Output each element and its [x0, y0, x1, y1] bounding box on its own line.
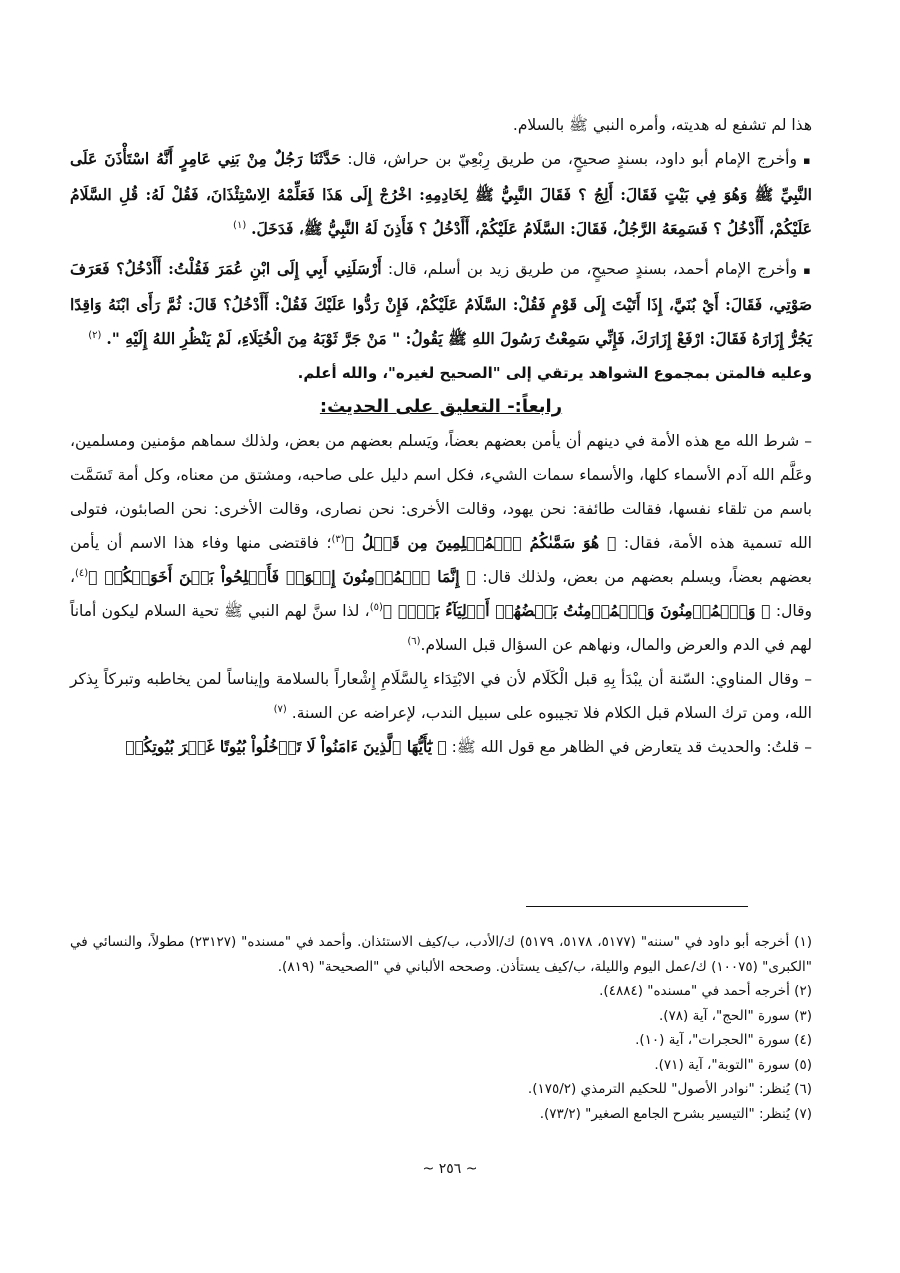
hadith-text: أَرْسَلَنِي أَبِي إِلَى ابْنِ عُمَرَ فَقُلْتُ: أَأَدْخُلُ؟ فَعَرَفَ صَوْتِي، فَقَالَ: أَيْ بُنَيَّ، إِذَا أَتَيْتَ إِلَى قَوْمٍ فَقُلْ: السَّلَامُ عَلَيْكُمْ، فَإِنْ رَدُّوا عَلَيْكَ فَقُلْ: أَأَدْخُلُ؟ قَالَ: ثُمَّ رَأَى ابْنَهُ وَاقِدًا يَجُرُّ إِزَارَهُ فَقَالَ: ارْفَعْ إِزَارَكَ، فَإِنِّي سَمِعْتُ رَسُولَ اللهِ ﷺ يَقُولُ: " مَنْ جَرَّ ثَوْبَهُ مِنَ الْخُيَلَاءِ، لَمْ يَنْظُرِ اللهُ إِلَيْهِ ".: [70, 259, 812, 348]
footnote-3: (٣) سورة "الحج"، آية (٧٨).: [658, 1007, 812, 1024]
footnote-1: (١) أخرجه أبو داود في "سننه" (٥١٧٧، ٥١٧٨، ٥١٧٩) ك/الأدب، ب/كيف الاستئذان. وأحمد في "مسنده" (٢٣١٢٧) مطولاً، والنسائي في "الكبرى" (١٠٠٧٥) ك/عمل اليوم والليلة، ب/كيف يستأذن. وصححه الألباني في "الصحيحة" (٨١٩).: [70, 934, 812, 975]
footnote-2: (٢) أخرجه أحمد في "مسنده" (٤٨٨٤).: [599, 983, 812, 999]
quran-verse: ﴿ هُوَ سَمَّىٰكُمُ ٱلۡمُسۡلِمِينَ مِن قَبۡلُ ﴾: [344, 533, 617, 552]
bullet-marker: ▪: [802, 154, 812, 167]
footnote-ref[interactable]: (١): [233, 219, 247, 231]
footnote-separator: [526, 906, 748, 907]
page-body: [70, 108, 812, 764]
paragraph-commentary: [70, 424, 812, 662]
hadith-text: حَدَّثَنَا رَجُلٌ مِنْ بَنِي عَامِرٍ أَنَّهُ اسْتَأْذَنَ عَلَى النَّبِيِّ ﷺ وَهُوَ فِي بَيْتٍ فَقَالَ: أَلِجُ ؟ فَقَالَ النَّبِيُّ ﷺ لِخَادِمِهِ: اخْرُجْ إِلَى هَذَا فَعَلِّمْهُ الِاسْتِئْذَانَ، فَقُلْ لَهُ: قُلِ السَّلَامُ عَلَيْكُمْ، أَأَدْخُلُ ؟ فَسَمِعَهُ الرَّجُلُ، فَقَالَ: السَّلَامُ عَلَيْكُمْ، أَأَدْخُلُ ؟ فَأَذِنَ لَهُ النَّبِيُّ ﷺ، فَدَخَلَ.: [70, 149, 812, 238]
paragraph-intro: هذا لم تشفع له هديته، وأمره النبي ﷺ بالسلام.: [512, 116, 812, 134]
commentary-text: – وقال المناوي: السّنة أن يبْدَأ بِهِ قبل الْكَلَام لأن في الابْتِدَاء بِالسَّلَامِ إِشْعاراً بالسلامة وإيناساً لمن يخاطبه وتبركاً بِذكر الله، ومن ترك السلام قبل الكلام فلا تجيبوه على سبيل الندب، لإعراضه عن السنة.: [70, 670, 812, 722]
footnote-5: (٥) سورة "التوبة"، آية (٧١).: [654, 1056, 812, 1073]
footnote-ref[interactable]: (٣): [331, 533, 345, 545]
quran-verse: ﴿ وَٱلۡمُؤۡمِنُونَ وَٱلۡمُؤۡمِنَٰتُ بَعۡضُهُمۡ أَوۡلِيَآءُ بَعۡضٖ ﴾: [382, 601, 771, 620]
paragraph-munawi: [70, 662, 812, 730]
footnote-4: (٤) سورة "الحجرات"، آية (١٠).: [635, 1032, 812, 1048]
commentary-text: ، لذا سنَّ لهم النبي ﷺ تحية السلام ليكون أماناً لهم في الدم والعرض والمال، ونهاهم عن السؤال قبل السلام.: [70, 602, 812, 654]
paragraph-abu-dawud: [70, 142, 812, 246]
commentary-text: ، وقال:: [70, 568, 813, 620]
footnote-6: (٦) يُنظر: "نوادر الأصول" للحكيم الترمذي (١٧٥/٢).: [527, 1081, 812, 1097]
paragraph-ahmad: [70, 252, 812, 356]
commentary-text: ؛ فاقتضى منها وفاء هذا الاسم أن يأمن بعضهم بعضاً، ويسلم بعضهم من بعض، ولذلك قال:: [70, 534, 812, 586]
narration-lead: وأخرج الإمام أبو داود، بسندٍ صحيحٍ، من طريق رِبْعِيّ بن حراش، قال:: [340, 150, 797, 168]
bullet-marker: ▪: [803, 264, 812, 277]
commentary-text: – شرط الله مع هذه الأمة في دينهم أن يأمن بعضهم بعضاً، ويَسلم بعضهم من بعض، ولذلك سماهم مؤمنين ومسلمين، وعَلَّم الله آدم الأسماء كلها، والأسماء سمات الشيء، فكل اسم دليل على صاحبه، ومشتق من معناه، وكل أمة تَسَمَّت باسم من تلقاء نفسها، فقالت طائفة: نحن يهود، وقالت الأخرى: نحن نصارى، وقالت الأخرى: نحن الصابئون، فتولى الله تسمية هذه الأمة، فقال:: [70, 432, 812, 552]
footnote-7: (٧) يُنظر: "التيسير بشرح الجامع الصغير" (٧٣/٢).: [539, 1105, 812, 1122]
footnote-ref[interactable]: (٢): [88, 329, 102, 341]
section-heading: رابعاً:- التعليق على الحديث:: [319, 396, 563, 417]
quran-verse: ﴿ يَٰٓأَيُّهَا ٱلَّذِينَ ءَامَنُواْ لَا تَدۡخُلُواْ بُيُوتًا غَيۡرَ بُيُوتِكُمۡ: [125, 737, 447, 756]
footnote-ref[interactable]: (٧): [273, 703, 287, 715]
footnotes: [70, 930, 812, 1126]
narration-lead: وأخرج الإمام أحمد، بسندٍ صحيحٍ، من طريق زيد بن أسلم، قال:: [381, 260, 798, 278]
paragraph-note: [70, 730, 812, 764]
quran-verse: ﴿ إِنَّمَا ٱلۡمُؤۡمِنُونَ إِخۡوَةٞ فَأَصۡلِحُواْ بَيۡنَ أَخَوَيۡكُمۡ ﴾: [88, 567, 476, 586]
footnote-ref[interactable]: (٦): [407, 635, 421, 647]
paragraph-conclusion: وعليه فالمتن بمجموع الشواهد يرتقي إلى "الصحيح لغيره"، والله أعلم.: [297, 364, 812, 382]
footnote-ref[interactable]: (٥): [369, 601, 383, 613]
commentary-text: – قلتُ: والحديث قد يتعارض في الظاهر مع قول الله ﷺ:: [446, 738, 812, 756]
footnote-ref[interactable]: (٤): [75, 567, 89, 579]
page-number: ~ ٢٥٦ ~: [422, 1161, 478, 1177]
